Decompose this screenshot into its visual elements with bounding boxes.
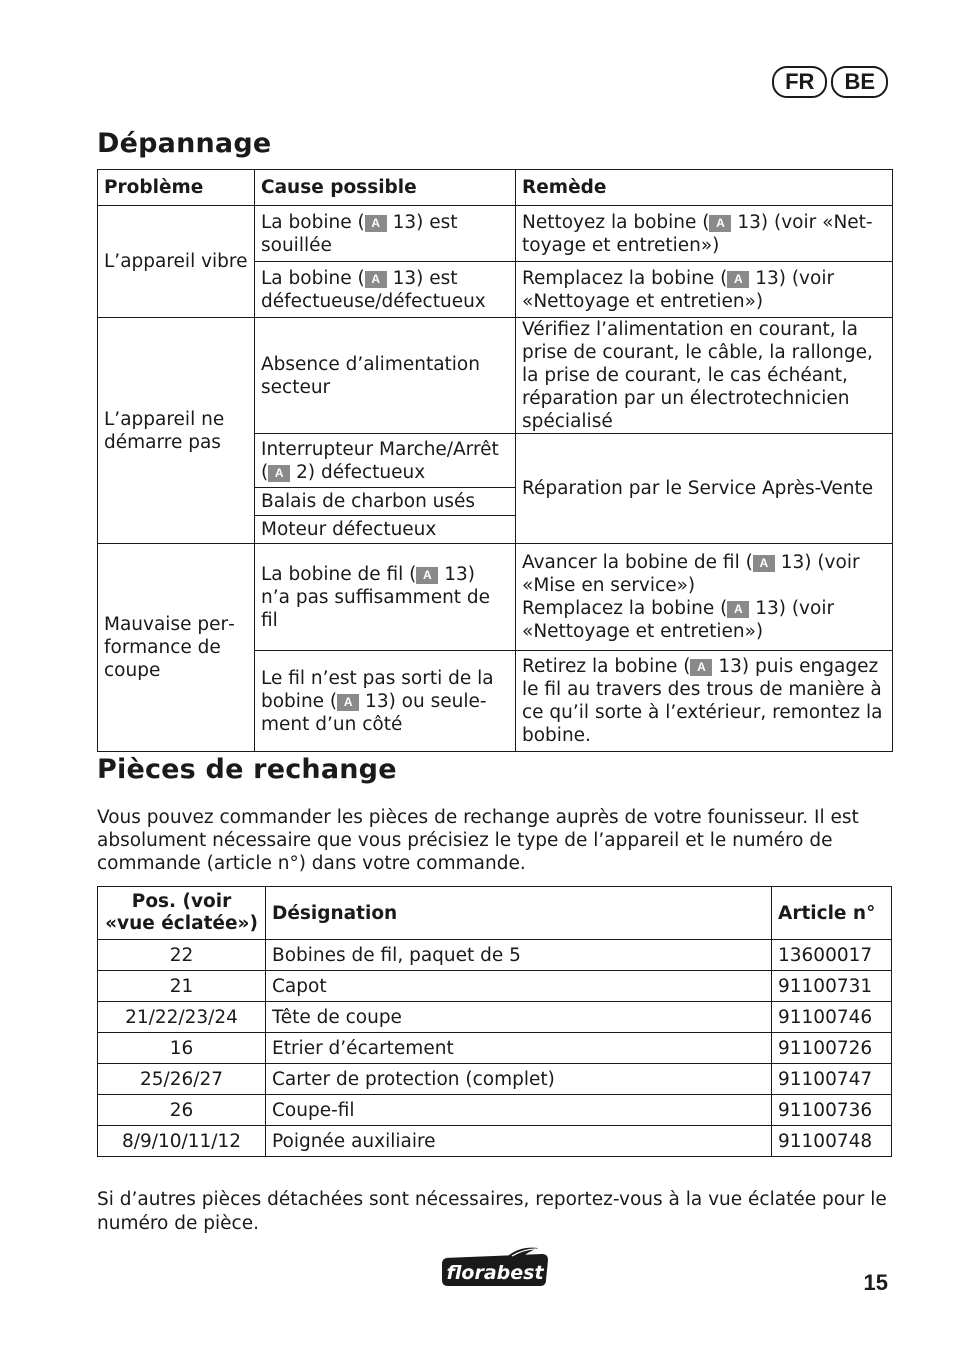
language-badges [772,66,888,98]
pos-cell: 21/22/23/24 [98,1002,266,1033]
remedy-cell: Vérifiez l’alimentation en courant, la prise de courant, le câble, la rallonge, la prise de courant, le cas échéant, réparation par un électrotechnicien spécialisé [516,318,893,434]
table-row [98,1064,892,1095]
remedy-cell: Remplacez la bobine ( A 13) (voir «Nettoyage et entretien») [516,262,893,318]
figure-a-icon: A [365,215,387,232]
header-position: Pos. (voir «vue éclatée») [98,887,266,940]
lang-badge-be: BE [831,66,888,98]
figure-a-icon: A [727,601,749,618]
pos-cell: 21 [98,971,266,1002]
pos-cell: 16 [98,1033,266,1064]
brand-text: florabest [446,1262,544,1284]
page-number: 15 [863,1270,888,1295]
problem-cell: Mauvaise performance de coupe [98,544,255,752]
figure-a-icon: A [337,694,359,711]
remedy-cell: Avancer la bobine de fil ( A 13) (voir «Mise en service») Remplacez la bobine ( A 13) (voir «Nettoyage et entretien») [516,544,893,651]
spare-parts-title: Pièces de rechange [97,754,397,785]
table-header-row [98,887,892,940]
figure-a-icon: A [690,659,712,676]
cause-cell: Moteur défectueux [255,516,516,544]
lang-badge-fr: FR [772,66,827,98]
remedy-cell: Nettoyez la bobine ( A 13) (voir «Nettoyage et entretien») [516,206,893,262]
article-cell: 13600017 [772,940,892,971]
designation-cell: Bobines de fil, paquet de 5 [266,940,772,971]
header-problem: Problème [98,170,255,206]
florabest-logo [438,1246,552,1288]
designation-cell: Coupe-fil [266,1095,772,1126]
cause-cell: La bobine ( A 13) est défectueuse/défectueux [255,262,516,318]
figure-a-icon: A [416,567,438,584]
table-row [98,940,892,971]
designation-cell: Carter de protection (complet) [266,1064,772,1095]
spare-parts-table [97,886,892,1157]
figure-a-icon: A [268,465,290,482]
article-cell: 91100746 [772,1002,892,1033]
figure-a-icon: A [727,271,749,288]
cause-cell: Le fil n’est pas sorti de la bobine ( A 13) ou seulement d’un côté [255,651,516,752]
table-row [98,1002,892,1033]
troubleshooting-table [97,169,893,752]
cause-cell: La bobine de fil ( A 13) n’a pas suffisamment de fil [255,544,516,651]
designation-cell: Capot [266,971,772,1002]
problem-cell: L’appareil vibre [98,206,255,318]
header-designation: Désignation [266,887,772,940]
remedy-cell: Retirez la bobine ( A 13) puis engagez le fil au travers des trous de manière à ce qu’il sorte à l’extérieur, remontez la bobine. [516,651,893,752]
table-row [98,206,893,262]
table-row [98,1095,892,1126]
article-cell: 91100726 [772,1033,892,1064]
spare-parts-footer-note: Si d’autres pièces détachées sont nécessaires, reportez-vous à la vue éclatée pour le numéro de pièce. [97,1189,887,1234]
article-cell: 91100736 [772,1095,892,1126]
pos-cell: 25/26/27 [98,1064,266,1095]
designation-cell: Tête de coupe [266,1002,772,1033]
article-cell: 91100747 [772,1064,892,1095]
designation-cell: Etrier d’écartement [266,1033,772,1064]
pos-cell: 22 [98,940,266,971]
cause-cell: Absence d’alimentation secteur [255,318,516,434]
cause-cell: Balais de charbon usés [255,488,516,516]
header-article: Article n° [772,887,892,940]
spare-parts-intro: Vous pouvez commander les pièces de rechange auprès de votre founisseur. Il est absolument nécessaire que vous précisiez le type de l’appareil et le numéro de commande (article n°) dans votre commande. [97,807,859,874]
article-cell: 91100731 [772,971,892,1002]
troubleshooting-title: Dépannage [97,128,272,159]
table-header-row [98,170,893,206]
pos-cell: 26 [98,1095,266,1126]
remedy-cell: Réparation par le Service Après-Vente [516,434,893,544]
table-row [98,318,893,434]
table-row [98,1033,892,1064]
figure-a-icon: A [365,271,387,288]
figure-a-icon: A [709,215,731,232]
table-row [98,971,892,1002]
article-cell: 91100748 [772,1126,892,1157]
header-cause: Cause possible [255,170,516,206]
cause-cell: La bobine ( A 13) est souillée [255,206,516,262]
table-row [98,1126,892,1157]
pos-cell: 8/9/10/11/12 [98,1126,266,1157]
figure-a-icon: A [753,555,775,572]
designation-cell: Poignée auxiliaire [266,1126,772,1157]
table-row [98,544,893,651]
cause-cell: Interrupteur Marche/Arrêt ( A 2) défectueux [255,434,516,488]
header-remedy: Remède [516,170,893,206]
problem-cell: L’appareil ne démarre pas [98,318,255,544]
